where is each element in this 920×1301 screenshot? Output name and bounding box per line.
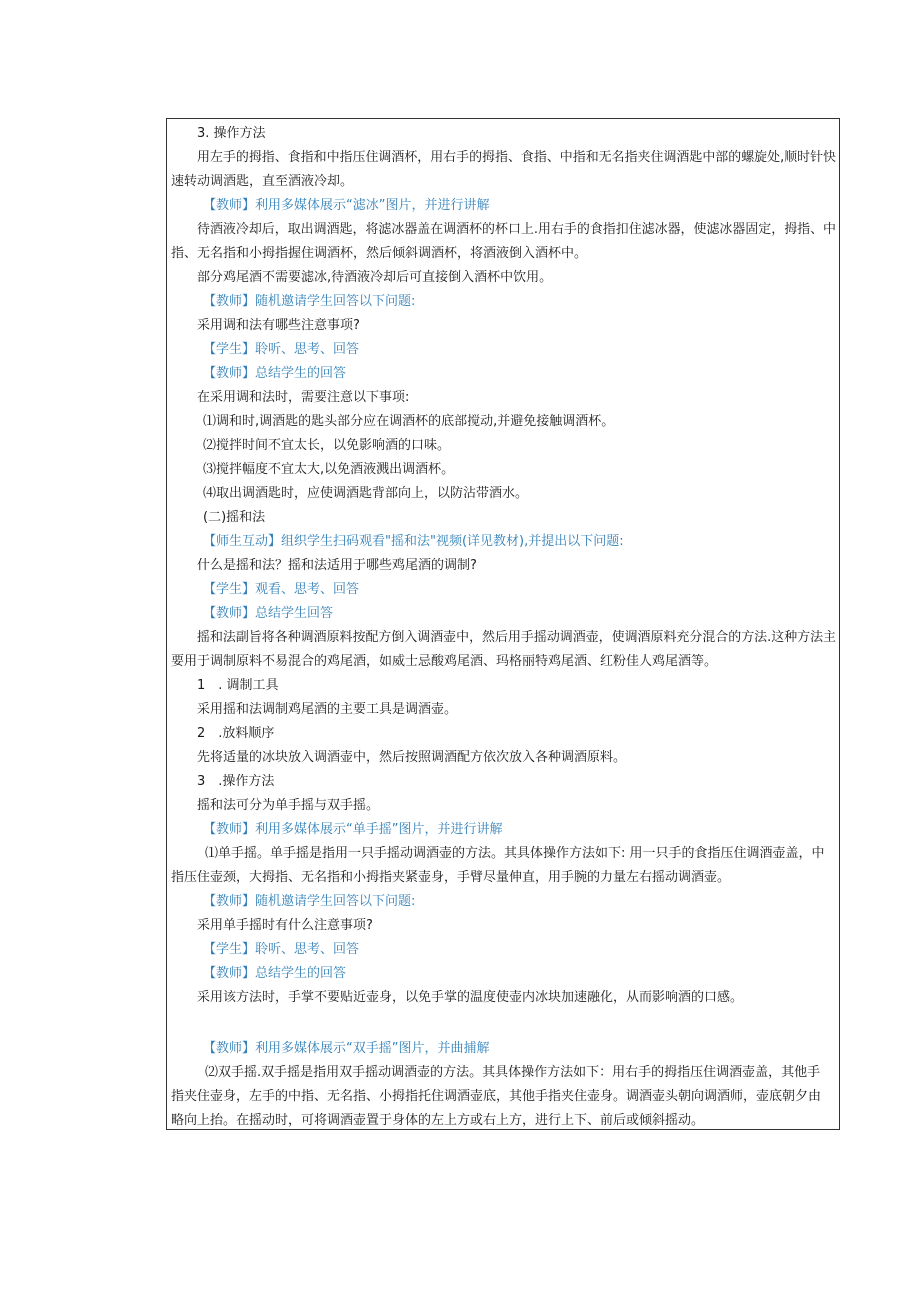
paragraph-line: 先将适量的冰块放入调酒壶中，然后按照调酒配方依次放入各种调酒原料。 xyxy=(197,750,627,765)
paragraph-line: 指、无名指和小拇指握住调酒杯，然后倾斜调酒杯，将酒液倒入酒杯中。 xyxy=(171,246,588,261)
paragraph-line: ⑵双手摇.双手摇是指用双手摇动调酒壶的方法。其具体操作方法如下：用右手的拇指压住调酒壶盖，其他手 xyxy=(205,1065,821,1080)
section-heading-operation-method: 3. 操作方法 xyxy=(197,126,266,141)
paragraph-line: 摇和法可分为单手摇与双手摇。 xyxy=(197,798,380,813)
teacher-note: 【教师】利用多媒体展示“滤冰”图片，并进行讲解 xyxy=(203,198,490,213)
paragraph-line: 略向上抬。在摇动时，可将调酒壶置于身体的左上方或右上方，进行上下、前后或倾斜摇动。 xyxy=(171,1113,705,1128)
paragraph-line: 指压住壶颈，大拇指、无名指和小拇指夹紧壶身，手臂尽量伸直，用手腕的力量左右摇动调酒壶。 xyxy=(171,870,731,885)
paragraph-line: 采用该方法时，手掌不要贴近壶身，以免手掌的温度使壶内冰块加速融化，从而影响酒的口感。 xyxy=(197,990,744,1005)
subheading-operation: 3 .操作方法 xyxy=(197,774,275,789)
student-note: 【学生】聆听、思考、回答 xyxy=(203,342,360,357)
list-item: ⑶搅拌幅度不宜太大,以免酒液溅出调酒杯。 xyxy=(203,462,455,477)
interaction-note: 【师生互动】组织学生扫码观看"摇和法"视频(详见教材),并提出以下问题: xyxy=(203,534,624,549)
subheading-tools: 1 . 调制工具 xyxy=(197,678,279,693)
teacher-note: 【教师】随机邀请学生回答以下问题: xyxy=(203,894,416,909)
paragraph-line: 待酒液冷却后，取出调酒匙，将滤冰器盖在调酒杯的杯口上.用右手的食指扣住滤冰器，使滤冰器固定，拇指、中 xyxy=(197,222,837,237)
paragraph-line: ⑴单手摇。单手摇是指用一只手摇动调酒壶的方法。其具体操作方法如下: 用一只手的食指压住调酒壶盖，中 xyxy=(205,846,825,861)
paragraph-line: 摇和法副旨将各种调酒原料按配方倒入调酒壶中，然后用手摇动调酒壶，使调酒原料充分混合的方法.这种方法主 xyxy=(197,630,837,645)
teacher-note: 【教师】随机邀请学生回答以下问题: xyxy=(203,294,416,309)
list-item: ⑷取出调酒匙时，应使调酒匙背部向上，以防沾带酒水。 xyxy=(203,486,529,501)
paragraph-line: 采用摇和法调制鸡尾酒的主要工具是调酒壶。 xyxy=(197,702,458,717)
question-line: 什么是摇和法？摇和法适用于哪些鸡尾酒的调制? xyxy=(197,558,477,573)
paragraph-line: 用左手的拇指、食指和中指压住调酒杯，用右手的拇指、食指、中指和无名指夹住调酒匙中部的螺旋处,顺时针快 xyxy=(197,150,837,165)
question-line: 采用调和法有哪些注意事项? xyxy=(197,318,360,333)
paragraph-line: 要用于调制原料不易混合的鸡尾酒，如威士忌酸鸡尾酒、玛格丽特鸡尾酒、红粉佳人鸡尾酒等。 xyxy=(171,654,718,669)
teacher-note: 【教师】利用多媒体展示“双手摇”图片，并曲捕解 xyxy=(203,1041,490,1056)
question-line: 采用单手摇时有什么注意事项? xyxy=(197,918,373,933)
paragraph-line: 速转动调酒匙，直至酒液冷却。 xyxy=(171,174,354,189)
teacher-note: 【教师】总结学生的回答 xyxy=(203,366,347,381)
teacher-note: 【教师】利用多媒体展示“单手摇”图片，并进行讲解 xyxy=(203,822,503,837)
subheading-order: 2 .放料顺序 xyxy=(197,726,275,741)
teacher-note: 【教师】总结学生回答 xyxy=(203,606,334,621)
student-note: 【学生】观看、思考、回答 xyxy=(203,582,360,597)
teacher-note: 【教师】总结学生的回答 xyxy=(203,966,347,981)
list-item: ⑴调和时,调酒匙的匙头部分应在调酒杯的底部搅动,并避免接触调酒杯。 xyxy=(203,414,615,429)
student-note: 【学生】聆听、思考、回答 xyxy=(203,942,360,957)
paragraph-line: 在采用调和法时，需要注意以下事项: xyxy=(197,390,410,405)
paragraph-line: 指夹住壶身，左手的中指、无名指、小拇指托住调酒壶底，其他手指夹住壶身。调酒壶头朝向调酒师，壶底朝夕由 xyxy=(171,1089,822,1104)
list-item: ⑵搅拌时间不宜太长，以免影响酒的口味。 xyxy=(203,438,451,453)
section-heading-shake-method: (二)摇和法 xyxy=(203,510,266,525)
paragraph-line: 部分鸡尾酒不需要滤冰,待酒液冷却后可直接倒入酒杯中饮用。 xyxy=(197,270,553,285)
